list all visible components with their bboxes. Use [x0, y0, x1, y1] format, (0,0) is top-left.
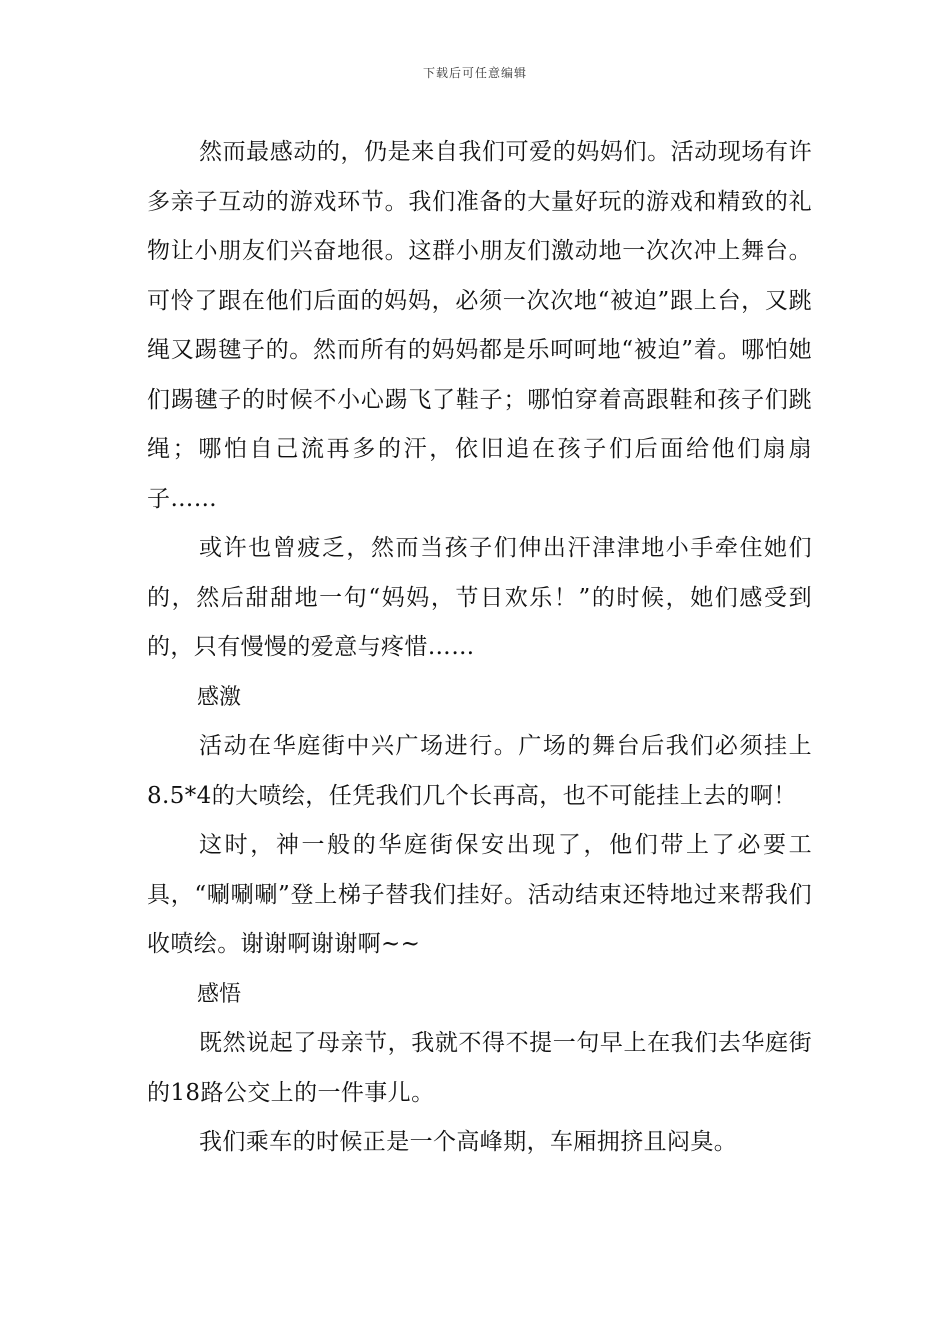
- paragraph-venue: 活动在华庭街中兴广场进行。广场的舞台后我们必须挂上8.5*4的大喷绘，任凭我们几个长再高，也不可能挂上去的啊！: [147, 733, 812, 809]
- paragraph-security-help: 这时，神一般的华庭街保安出现了，他们带上了必要工具，“唰唰唰”登上梯子替我们挂好。活动结束还特地过来帮我们收喷绘。谢谢啊谢谢啊~~: [147, 832, 812, 957]
- paragraph-mothers-touching: 然而最感动的，仍是来自我们可爱的妈妈们。活动现场有许多亲子互动的游戏环节。我们准备的大量好玩的游戏和精致的礼物让小朋友们兴奋地很。这群小朋友们激动地一次次冲上舞台。可怜了跟在他们后面的妈妈，必须一次次地“被迫”跟上台，又跳绳又踢毽子的。然而所有的妈妈都是乐呵呵地“被迫”着。哪怕她们踢毽子的时候不小心踢飞了鞋子；哪怕穿着高跟鞋和孩子们跳绳；哪怕自己流再多的汗，依旧追在孩子们后面给他们扇扇子……: [147, 139, 812, 512]
- page-header: 下载后可任意编辑: [422, 66, 527, 80]
- paragraph-bus-story: 既然说起了母亲节，我就不得不提一句早上在我们去华庭街的18路公交上的一件事儿。: [147, 1030, 812, 1106]
- section-heading-gratitude: 感激: [197, 684, 242, 710]
- document-body: [147, 128, 812, 1168]
- section-heading-reflection: 感悟: [197, 981, 242, 1007]
- paragraph-rush-hour: 我们乘车的时候正是一个高峰期，车厢拥挤且闷臭。: [199, 1129, 738, 1155]
- paragraph-tired-but-loved: 或许也曾疲乏，然而当孩子们伸出汗津津地小手牵住她们的，然后甜甜地一句“妈妈，节日欢乐！”的时候，她们感受到的，只有慢慢的爱意与疼惜……: [147, 535, 812, 660]
